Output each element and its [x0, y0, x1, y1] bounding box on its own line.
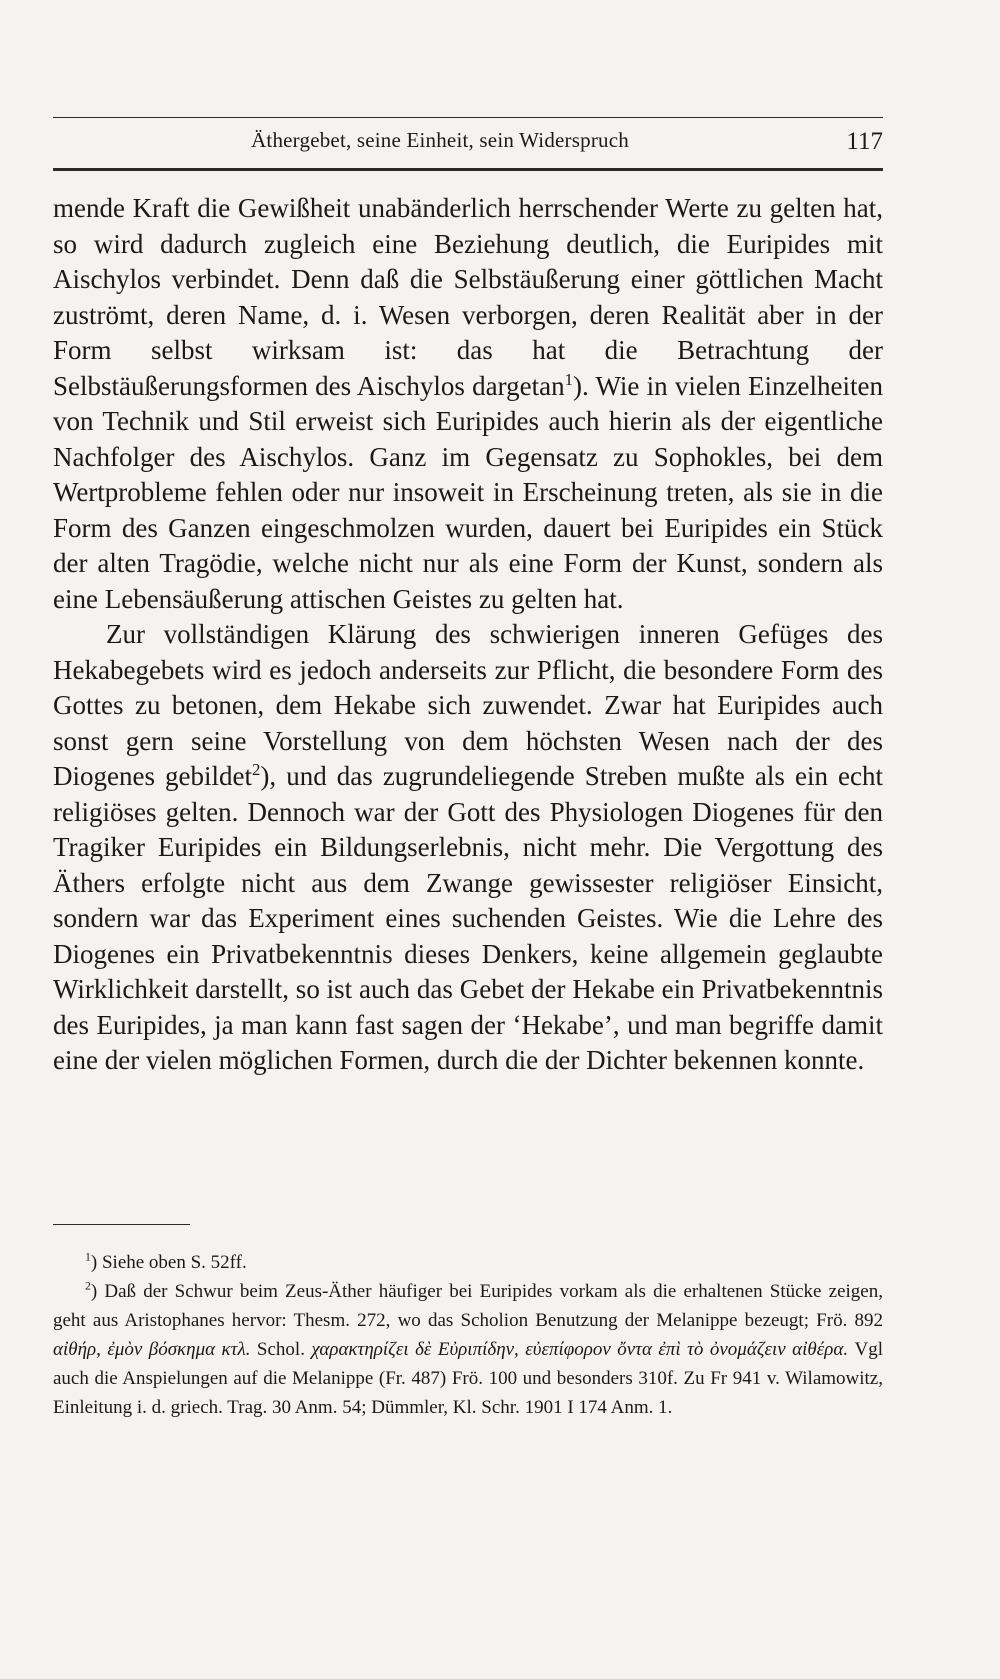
header-rule-bottom — [53, 168, 883, 171]
footnote-2-greek-quote: αἰθήρ, ἐμὸν βόσκημα κτλ. — [53, 1339, 251, 1360]
footnote-1-text: ) Siehe oben S. 52ff. — [90, 1252, 247, 1273]
footnote-2-greek-scholion: χαρακτηρίζει δὲ Εὐριπίδην, εὐεπίφορον ὄντα ἐπὶ τὸ ὀνομάζειν αἰθέρα. — [311, 1339, 849, 1360]
main-text — [53, 191, 883, 1079]
footnote-1-marker: 1 — [85, 1250, 91, 1264]
footnotes — [53, 1248, 883, 1422]
running-title: Äthergebet, seine Einheit, sein Widerspruch — [251, 128, 629, 152]
footnote-2-text-a: ) Daß der Schwur beim Zeus-Äther häufiger bei Euripides vorkam als die erhaltenen Stücke zeigen, geht aus Aristophanes hervor: Thesm. 272, wo das Scholion Benutzung der Melanippe bezeugt; Frö. 892 — [53, 1281, 883, 1331]
footnote-2-text-c: Vgl auch die Anspielungen auf die Melanippe (Fr. 487) Frö. 100 und besonders 310f. Zu Fr 941 v. Wilamowitz, Einleitung i. d. griech. Trag. 30 Anm. 54; Dümmler, Kl. Schr. 1901 I 174 Anm. 1. — [53, 1339, 884, 1418]
paragraph-1-text: mende Kraft die Gewißheit unabänderlich herrschender Werte zu gelten hat, so wird dadurch zugleich eine Beziehung deutlich, die Euripides mit Aischylos verbindet. Denn daß die Selbstäußerung einer göttlichen Macht zuströmt, deren Name, d. i. Wesen verborgen, deren Realität aber in der Form selbst wirksam ist: das hat die Betrachtung der Selbstäußerungsformen des Aischylos dargetan — [53, 193, 883, 401]
paragraph-1 — [53, 191, 883, 617]
footnote-2-text-b: Schol. — [256, 1339, 305, 1360]
paragraph-2-continuation: ), und das zugrundeliegende Streben mußte als ein echt religiöses gelten. Dennoch war der Gott des Physiologen Diogenes für den Tragiker Euripides ein Bildungserlebnis, nicht mehr. Die Vergottung des Äthers erfolgte nicht aus dem Zwange gewissester religiöser Einsicht, sondern war das Experiment eines suchenden Geistes. Wie die Lehre des Diogenes ein Privatbekenntnis dieses Denkers, keine allgemein geglaubte Wirklichkeit darstellt, so ist auch das Gebet der Hekabe ein Privatbekenntnis des Euripides, ja man kann fast sagen der ‘Hekabe’, und man begriffe damit eine der vielen möglichen Formen, durch die der Dichter bekennen konnte. — [53, 761, 883, 1075]
paragraph-2-text: Zur vollständigen Klärung des schwierigen inneren Gefüges des Hekabegebets wird es jedoch anderseits zur Pflicht, die besondere Form des Gottes zu betonen, dem Hekabe sich zuwendet. Zwar hat Euripides auch sonst gern seine Vorstellung von dem höchsten Wesen nach der des Diogenes gebildet — [53, 619, 883, 791]
paragraph-2 — [53, 617, 883, 1079]
footnote-2-marker: 2 — [85, 1279, 91, 1293]
footnote-separator — [53, 1224, 190, 1225]
footnote-1 — [53, 1248, 883, 1277]
footnote-ref-2: 2 — [252, 760, 261, 779]
footnote-2 — [53, 1277, 883, 1422]
paragraph-1-continuation: ). Wie in vielen Einzelheiten von Technik und Stil erweist sich Euripides auch hierin als der eigentliche Nachfolger des Aischylos. Ganz im Gegensatz zu Sophokles, bei dem Wertprobleme fehlen oder nur insoweit in Erscheinung treten, als sie in die Form des Ganzen eingeschmolzen wurden, dauert bei Euripides ein Stück der alten Tragödie, welche nicht nur als eine Form der Kunst, sondern als eine Lebensäußerung attischen Geistes zu gelten hat. — [53, 370, 883, 614]
footnote-ref-1: 1 — [564, 369, 573, 389]
header-rule-top — [53, 117, 883, 118]
page-number: 117 — [846, 128, 883, 155]
